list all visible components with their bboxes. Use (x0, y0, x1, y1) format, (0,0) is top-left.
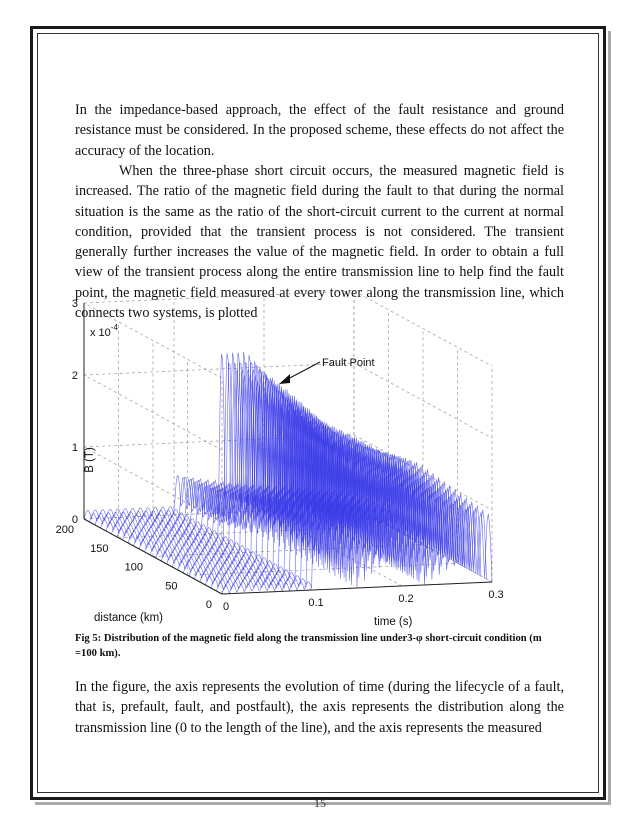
x-tick-label: 0 (222, 601, 230, 613)
surface-plot (55, 298, 566, 630)
paragraph-three-phase: When the three-phase short circuit occurs, the measured magnetic field is increased. The ratio of the magnetic field during the fault to that during the normal situation is the same as the ratio of the short-circuit current to the current at normal condition, provided that the transient process is not considered. The transient generally further increases the value of the magnetic field. In order to obtain a full view of the transient process along the entire transmission line to help find the fault point, the magnetic field measured at every tower along the transmission line, which connects two systems, is plotted (75, 163, 564, 322)
page-number: 15 (314, 796, 326, 810)
z-axis-label: B (T) (84, 447, 96, 473)
grid-line-left-wall-z (84, 303, 222, 378)
z-tick-label: 1 (71, 442, 78, 454)
x-axis-label: time (s) (374, 616, 413, 628)
figure-caption: Fig 5: Distribution of the magnetic field along the transmission line under3-φ short-circuit condition (m =100 km). (75, 633, 542, 659)
x-tick-label: 0.1 (308, 597, 324, 609)
z-tick-label: 0 (71, 514, 78, 526)
surface-mesh (84, 352, 492, 594)
scale-label: x $10^{-4}$ (90, 323, 118, 339)
y-axis-label: distance (km) (94, 612, 164, 624)
z-tick-label: 3 (71, 298, 78, 310)
magnetic-field-figure (55, 298, 566, 630)
z-tick-label: 2 (71, 370, 78, 382)
paragraph-axes-description: In the figure, the axis represents the evolution of time (during the lifecycle of a fault, that is, prefault, fault, and postfault), the axis represents the distribution along the transmission line (0 to the length of the line), and the axis represents the measured (75, 679, 564, 736)
paragraph-impedance: In the impedance-based approach, the effect of the fault resistance and ground resistance must be considered. In the proposed scheme, these effects do not affect the accuracy of the location. (75, 102, 564, 159)
y-tick-label: 0 (205, 599, 212, 611)
y-tick-label: 150 (90, 542, 109, 555)
y-tick-label: 50 (165, 580, 178, 593)
x-tick-label: 0.2 (398, 593, 414, 605)
y-tick-label: 100 (124, 561, 143, 574)
fault-point-annotation: Fault Point (322, 357, 375, 369)
annotation-arrowhead (279, 374, 290, 384)
grid-line-back-wall-z (84, 363, 354, 375)
annotation-leader (286, 362, 320, 380)
x-tick-label: 0.3 (488, 589, 504, 601)
y-tick-label: 200 (55, 524, 74, 536)
